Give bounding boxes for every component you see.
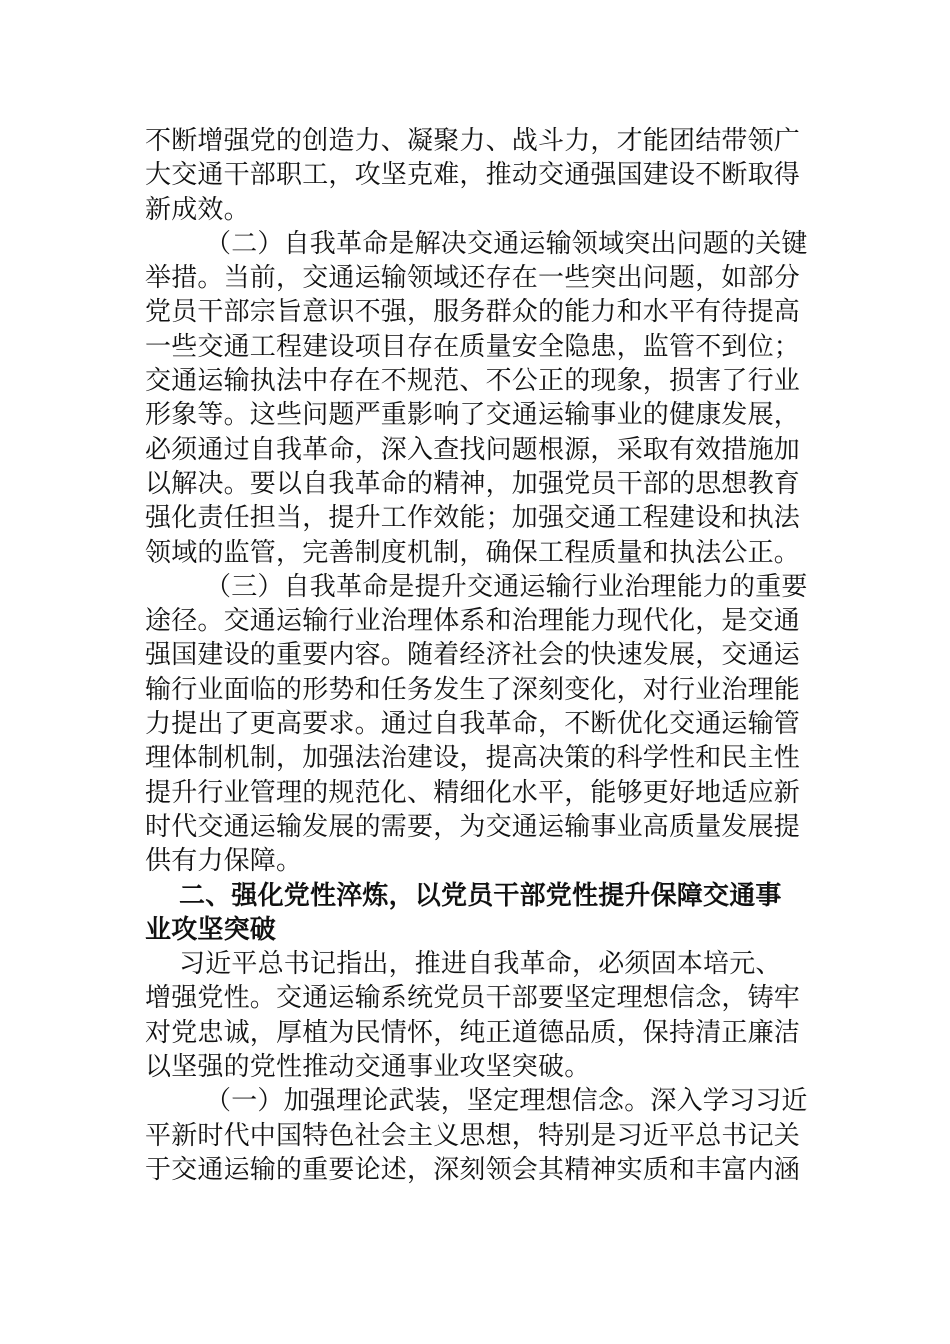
text-line: 增强党性。交通运输系统党员干部要坚定理想信念，铸牢	[145, 983, 801, 1014]
text-line: 领域的监管，完善制度机制，确保工程质量和执法公正。	[145, 537, 801, 568]
text-line: 党员干部宗旨意识不强，服务群众的能力和水平有待提高	[145, 297, 801, 328]
text-line: 于交通运输的重要论述，深刻领会其精神实质和丰富内涵	[145, 1154, 801, 1185]
text-line: 一些交通工程建设项目存在质量安全隐患，监管不到位；	[145, 331, 801, 362]
text-line: 必须通过自我革命，深入查找问题根源，采取有效措施加	[145, 434, 801, 465]
section-heading-line: （二）自我革命是解决交通运输领域突出问题的关键	[205, 228, 808, 259]
text-line: 形象等。这些问题严重影响了交通运输事业的健康发展，	[145, 400, 801, 431]
text-line: 交通运输执法中存在不规范、不公正的现象，损害了行业	[145, 366, 801, 397]
text-line: 力提出了更高要求。通过自我革命，不断优化交通运输管	[145, 709, 801, 740]
text-line: 大交通干部职工，攻坚克难，推动交通强国建设不断取得	[145, 160, 801, 191]
text-line: 以坚强的党性推动交通事业攻坚突破。	[145, 1052, 591, 1083]
section-heading-line: （一）加强理论武装，坚定理想信念。深入学习习近	[205, 1086, 808, 1117]
text-line: 习近平总书记指出，推进自我革命，必须固本培元、	[179, 949, 782, 980]
text-line: 供有力保障。	[145, 846, 303, 877]
document-body	[145, 124, 807, 1187]
text-line: 途径。交通运输行业治理体系和治理能力现代化，是交通	[145, 606, 801, 637]
text-line: 不断增强党的创造力、凝聚力、战斗力，才能团结带领广	[145, 126, 801, 156]
text-line: 提升行业管理的规范化、精细化水平，能够更好地适应新	[145, 777, 801, 808]
text-line: 输行业面临的形势和任务发生了深刻变化，对行业治理能	[145, 674, 801, 705]
text-line: 新成效。	[145, 194, 250, 225]
text-line: 举措。当前，交通运输领域还存在一些突出问题，如部分	[145, 263, 801, 294]
text-line: 平新时代中国特色社会主义思想，特别是习近平总书记关	[145, 1120, 801, 1151]
section-heading-line: （三）自我革命是提升交通运输行业治理能力的重要	[205, 571, 808, 602]
text-line: 时代交通运输发展的需要，为交通运输事业高质量发展提	[145, 811, 801, 842]
text-line: 强国建设的重要内容。随着经济社会的快速发展，交通运	[145, 640, 801, 671]
text-line: 强化责任担当，提升工作效能；加强交通工程建设和执法	[145, 503, 801, 534]
chapter-heading-line: 二、强化党性淬炼，以党员干部党性提升保障交通事	[179, 880, 782, 911]
text-line: 以解决。要以自我革命的精神，加强党员干部的思想教育	[145, 468, 801, 499]
text-line: 理体制机制，加强法治建设，提高决策的科学性和民主性	[145, 743, 801, 774]
chapter-heading-line: 业攻坚突破	[145, 914, 277, 945]
text-line: 对党忠诚，厚植为民情怀，纯正道德品质，保持清正廉洁	[145, 1017, 801, 1048]
